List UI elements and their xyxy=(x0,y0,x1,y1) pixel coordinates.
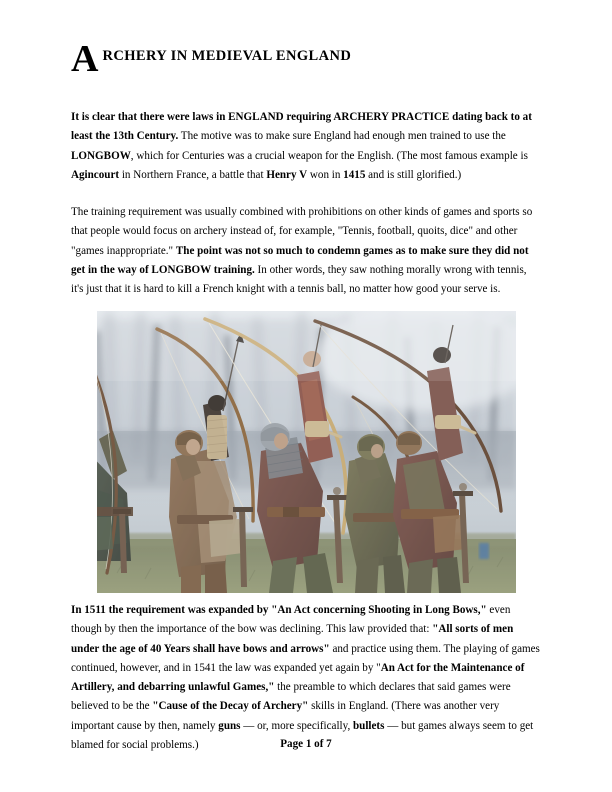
page-number-label: Page 1 of 7 xyxy=(280,738,332,750)
title-text: RCHERY IN MEDIEVAL ENGLAND xyxy=(102,48,352,64)
page-title xyxy=(71,38,541,82)
paragraph-1 xyxy=(71,108,541,185)
p1-text-c: in Northern France, a battle that xyxy=(119,168,267,181)
p3-text-a: even though by then the importance of the bow was declining. This law provided that: xyxy=(71,604,511,636)
p3-bold-all-sorts: "All sorts of men under the age of 40 Years shall have bows and arrows" xyxy=(71,623,514,655)
p2-bold-point: The point was not so much to condemn games as to make sure they did not get in the way of LONGBOW training. xyxy=(71,244,529,276)
p3-text-e: — or, more specifically, xyxy=(240,719,353,732)
p3-bold-act-1541: An Act for the Maintenance of Artillery, and debarring unlawful Games," xyxy=(71,661,525,694)
p1-text-e: and is still glorified.) xyxy=(365,168,462,181)
p3-text-d: skills in England. (There was another very important cause by then, namely xyxy=(71,700,500,732)
page-footer xyxy=(0,738,612,750)
p1-bold-longbow: LONGBOW xyxy=(71,149,131,162)
p1-text-a: The motive was to make sure England had enough men trained to use the xyxy=(178,130,506,143)
photo-top-glow xyxy=(97,311,516,381)
title-dropcap: A xyxy=(71,38,99,80)
p1-bold-opening: It is clear that there were laws in ENGLAND requiring ARCHERY PRACTICE dating back to at least the 13th Century. xyxy=(71,111,532,143)
p1-bold-1415: 1415 xyxy=(343,168,366,181)
p1-bold-henry-v: Henry V xyxy=(266,168,308,181)
paragraph-3 xyxy=(71,601,541,755)
p2-text-a: The training requirement was usually combined with prohibitions on other kinds of games and sports so that people would focus on archery instead of, for example, "Tennis, football, quoits, dice" and other "games inappropriate." xyxy=(71,206,533,257)
p1-text-b: , which for Centuries was a crucial weapon for the English. (The most famous example is xyxy=(130,149,528,162)
p1-bold-agincourt: Agincourt xyxy=(71,168,120,181)
p1-text-d: won in xyxy=(307,168,344,181)
archery-photo-illustration xyxy=(97,311,516,593)
paragraph-2 xyxy=(71,203,541,299)
p3-text-f: — but games always seem to get blamed for social problems.) xyxy=(71,719,534,752)
p3-bold-bullets: bullets xyxy=(353,719,385,732)
archery-photograph xyxy=(97,311,516,593)
p3-text-b: and practice using them. The playing of games continued, however, and in 1541 the law was expanded yet again by " xyxy=(71,642,540,674)
p2-text-b: In other words, they saw nothing morally wrong with tennis, it's just that it is hard to kill a French knight with a tennis ball, no matter how good your serve is. xyxy=(71,263,527,296)
p3-text-c: the preamble to which declares that said games were believed to be the xyxy=(71,681,511,713)
p3-bold-decay: "Cause of the Decay of Archery" xyxy=(152,700,309,713)
p3-bold-act-1511: In 1511 the requirement was expanded by "An Act concerning Shooting in Long Bows," xyxy=(71,604,487,616)
p3-bold-guns: guns xyxy=(218,719,241,732)
